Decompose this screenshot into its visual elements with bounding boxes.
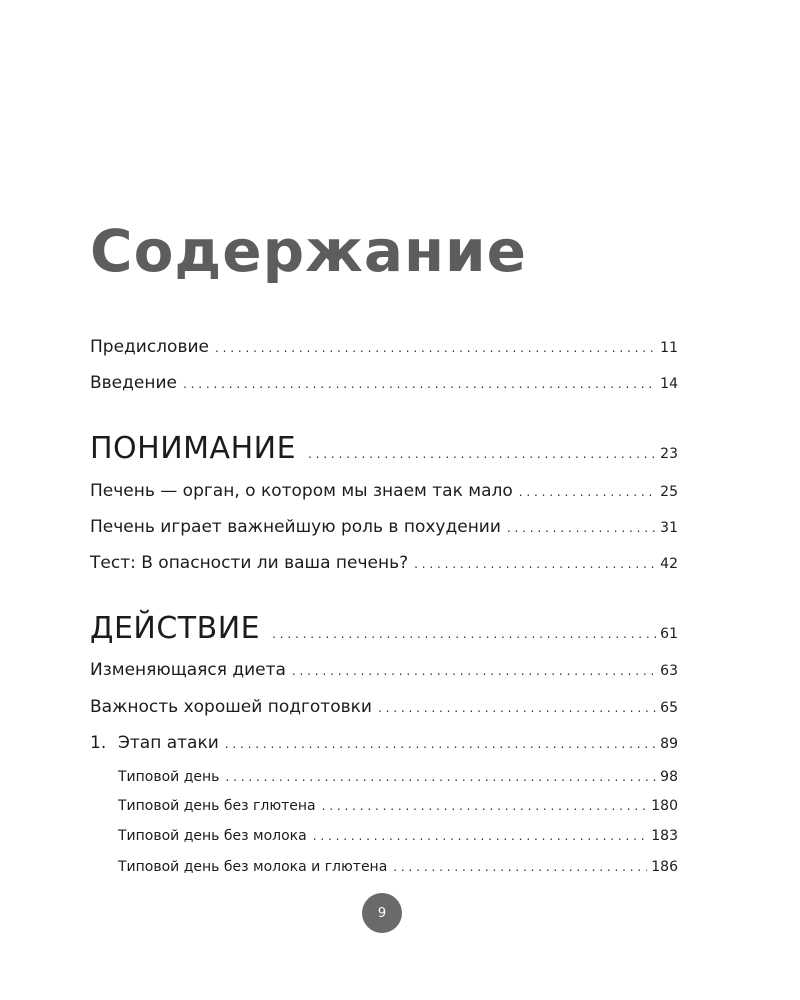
toc-entry-preface[interactable] — [90, 337, 678, 357]
toc-entry-label: Введение — [90, 373, 177, 393]
toc-entry[interactable] — [90, 697, 678, 717]
dot-leader — [225, 737, 656, 751]
page-title: Содержание — [90, 217, 528, 285]
toc-subentry[interactable] — [118, 769, 678, 785]
toc-entry-label: Предисловие — [90, 337, 209, 357]
toc-entry-label: Печень — орган, о котором мы знаем так мало — [90, 481, 513, 501]
toc-entry-attack-phase[interactable] — [90, 733, 678, 753]
toc-page-number: 25 — [660, 484, 678, 500]
toc-section-label: ПОНИМАНИЕ — [90, 431, 297, 466]
toc-entry[interactable] — [90, 517, 678, 537]
toc-page-number: 63 — [660, 663, 678, 679]
dot-leader — [272, 627, 656, 641]
toc-page-number: 42 — [660, 556, 678, 572]
toc-page-number: 186 — [651, 859, 678, 875]
dot-leader — [322, 799, 648, 813]
toc-page-number: 61 — [660, 626, 678, 642]
toc-entry-label: Изменяющаяся диета — [90, 660, 286, 680]
dot-leader — [378, 701, 656, 715]
toc-subentry-label: Типовой день без молока и глютена — [118, 859, 388, 875]
toc-page-number: 183 — [651, 828, 678, 844]
toc-page-number: 31 — [660, 520, 678, 536]
toc-page-number: 14 — [660, 376, 678, 392]
dot-leader — [292, 664, 656, 678]
toc-entry-label: Печень играет важнейшую роль в похудении — [90, 517, 501, 537]
toc-entry[interactable] — [90, 553, 678, 573]
toc-page-number: 89 — [660, 736, 678, 752]
toc-entry-label: Тест: В опасности ли ваша печень? — [90, 553, 409, 573]
dot-leader — [225, 770, 656, 784]
toc-entry-text: Этап атаки — [118, 733, 219, 753]
toc-subentry-label: Типовой день — [118, 769, 220, 785]
dot-leader — [519, 485, 656, 499]
toc-section-action[interactable] — [90, 611, 678, 646]
toc-section-understanding[interactable] — [90, 431, 678, 466]
toc-entry-introduction[interactable] — [90, 373, 678, 393]
toc-page-number: 65 — [660, 700, 678, 716]
toc-subentry-label: Типовой день без глютена — [118, 798, 316, 814]
dot-leader — [215, 341, 656, 355]
toc-page-number: 180 — [651, 798, 678, 814]
toc-page-number: 98 — [660, 769, 678, 785]
toc-entry[interactable] — [90, 660, 678, 680]
dot-leader — [507, 521, 656, 535]
dot-leader — [313, 829, 648, 843]
dot-leader — [393, 860, 647, 874]
toc-page-number: 11 — [660, 340, 678, 356]
dot-leader — [308, 447, 656, 461]
toc-entry-label — [90, 733, 225, 753]
toc-page-number: 23 — [660, 446, 678, 462]
toc-subentry-label: Типовой день без молока — [118, 828, 307, 844]
toc-subentry[interactable] — [118, 828, 678, 844]
toc-entry[interactable] — [90, 481, 678, 501]
toc-subentry[interactable] — [118, 798, 678, 814]
toc-entry-number: 1. — [90, 733, 107, 753]
page-number-badge: 9 — [362, 893, 402, 933]
toc-section-label: ДЕЙСТВИЕ — [90, 611, 261, 646]
toc-entry-label: Важность хорошей подготовки — [90, 697, 372, 717]
toc-subentry[interactable] — [118, 859, 678, 875]
dot-leader — [414, 557, 656, 571]
dot-leader — [183, 377, 656, 391]
